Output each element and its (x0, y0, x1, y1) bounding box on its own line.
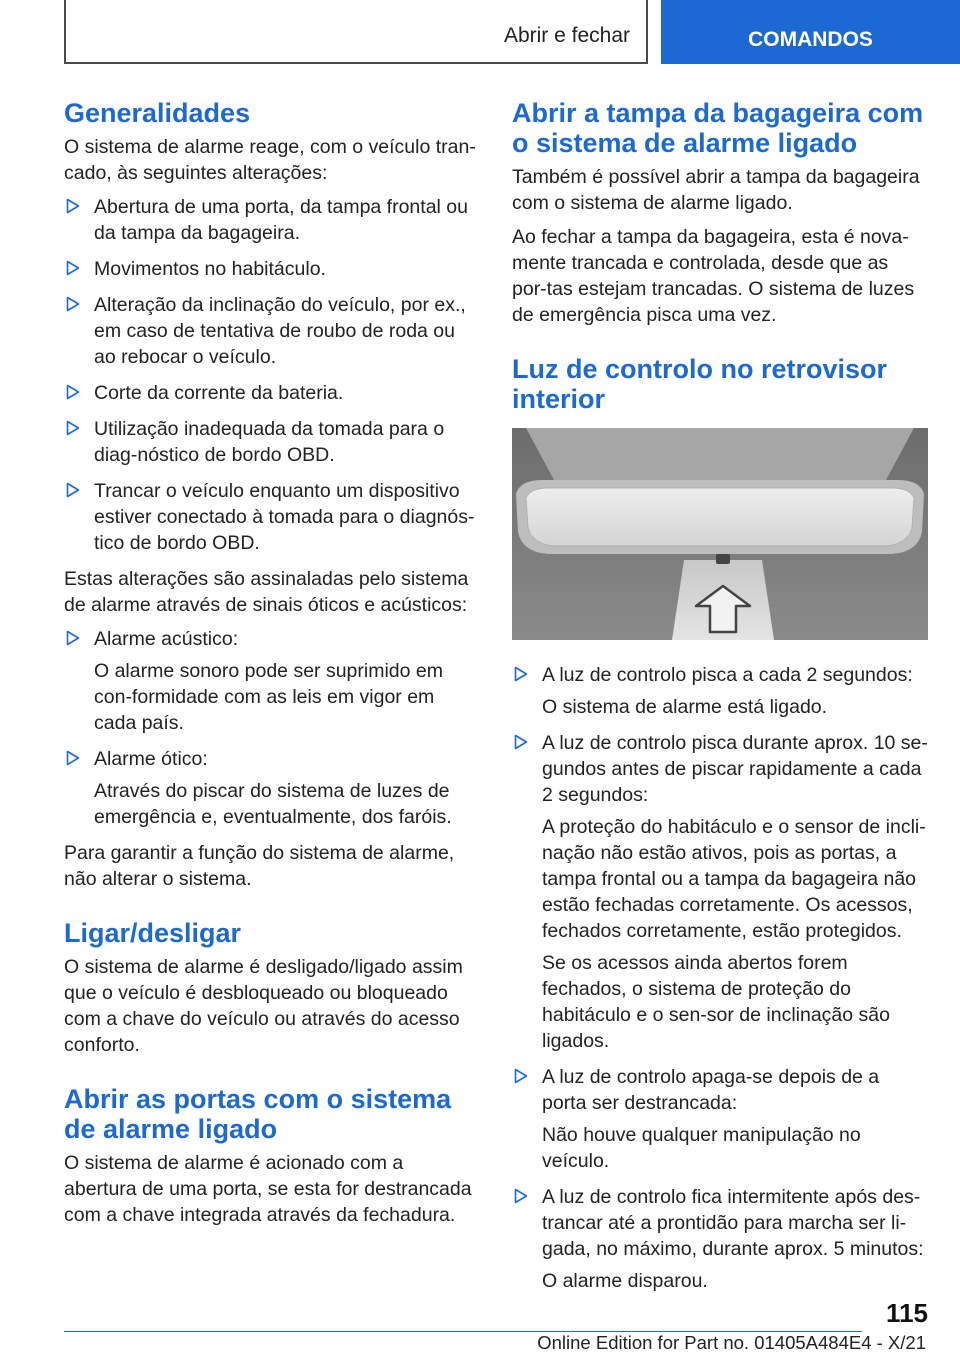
list-item: Trancar o veículo enquanto um dispositivo estiver conectado à tomada para o diagnós-tico de bordo OBD. (64, 478, 480, 556)
bullet-triangle-icon (66, 630, 80, 646)
list-item: A luz de controlo apaga-se depois de a porta ser destrancada: Não houve qualquer manipulação no veículo. (512, 1064, 928, 1174)
heading-ligar-desligar: Ligar/desligar (64, 918, 242, 948)
heading-generalidades: Generalidades (64, 98, 251, 128)
control-light-list (512, 662, 928, 1294)
heading-abrir-portas: Abrir as portas com o sistema de alarme ligado (64, 1084, 452, 1144)
ligar-text: O sistema de alarme é desligado/ligado assim que o veículo é desbloqueado ou bloqueado com a chave do veículo ou através do acesso conforto. (64, 956, 463, 1056)
bullet-triangle-icon (66, 384, 80, 400)
bullet-triangle-icon (66, 750, 80, 766)
bullet-triangle-icon (66, 482, 80, 498)
list-item: Corte da corrente da bateria. (64, 380, 480, 406)
generalidades-outro: Para garantir a função do sistema de alarme, não alterar o sistema. (64, 842, 455, 890)
bullet-triangle-icon (66, 420, 80, 436)
generalidades-intro: O sistema de alarme reage, com o veículo tran-cado, às seguintes alterações: (64, 136, 476, 184)
list-item: Alarme acústico: O alarme sonoro pode ser suprimido em con-formidade com as leis em vigor em cada país. (64, 626, 480, 736)
signals-intro: Estas alterações são assinaladas pelo sistema de alarme através de sinais óticos e acústicos: (64, 568, 469, 616)
list-item: Abertura de uma porta, da tampa frontal ou da tampa da bagageira. (64, 194, 480, 246)
rearview-mirror-illustration (512, 428, 928, 640)
list-item: Alteração da inclinação do veículo, por ex., em caso de tentativa de roubo de roda ou ao rebocar o veículo. (64, 292, 480, 370)
tampa-p1: Também é possível abrir a tampa da bagageira com o sistema de alarme ligado. (512, 166, 920, 214)
signals-list (64, 626, 480, 830)
bullet-triangle-icon (66, 296, 80, 312)
bullet-triangle-icon (514, 734, 528, 750)
portas-text: O sistema de alarme é acionado com a abertura de uma porta, se esta for destrancada com a chave integrada através da fechadura. (64, 1152, 472, 1226)
section-title: Abrir e fechar (503, 24, 630, 47)
left-column (64, 98, 480, 1236)
list-item: A luz de controlo fica intermitente após des-trancar até a prontidão para marcha ser li-gada, no máximo, durante aprox. 5 minutos: O alarme disparou. (512, 1184, 928, 1294)
bullet-triangle-icon (514, 1068, 528, 1084)
right-column (512, 98, 928, 1304)
list-item: Movimentos no habitáculo. (64, 256, 480, 282)
heading-abrir-tampa: Abrir a tampa da bagageira com o sistema de alarme ligado (512, 98, 924, 158)
list-item: Utilização inadequada da tomada para o diag-nóstico de bordo OBD. (64, 416, 480, 468)
list-item: A luz de controlo pisca a cada 2 segundos: O sistema de alarme está ligado. (512, 662, 928, 720)
bullet-triangle-icon (514, 666, 528, 682)
chapter-tab: COMANDOS (661, 0, 960, 64)
header-section-box (64, 0, 648, 64)
tampa-p2: Ao fechar a tampa da bagageira, esta é nova-mente trancada e controlada, desde que as por-tas estejam trancadas. O sistema de luzes de emergência pisca uma vez. (512, 226, 915, 326)
footer-edition: Online Edition for Part no. 01405A484E4 - X/21 (537, 1332, 926, 1353)
bullet-triangle-icon (514, 1188, 528, 1204)
alterations-list (64, 194, 480, 556)
page-number: 115 (886, 1298, 928, 1328)
list-item: A luz de controlo pisca durante aprox. 10 se-gundos antes de piscar rapidamente a cada 2 segundos: A proteção do habitáculo e o sensor de incli-nação não estão ativos, pois as portas, a tampa frontal ou a tampa da bagageira não estão fechadas corretamente. Os acessos, fechados corretamente, estão protegidos. Se os acessos ainda abertos forem fechados, o sistema de proteção do habitáculo e o sen-sor de inclinação são ligados. (512, 730, 928, 1054)
list-item: Alarme ótico: Através do piscar do sistema de luzes de emergência e, eventualmente, dos faróis. (64, 746, 480, 830)
bullet-triangle-icon (66, 198, 80, 214)
heading-luz-controlo: Luz de controlo no retrovisor interior (512, 354, 888, 414)
bullet-triangle-icon (66, 260, 80, 276)
